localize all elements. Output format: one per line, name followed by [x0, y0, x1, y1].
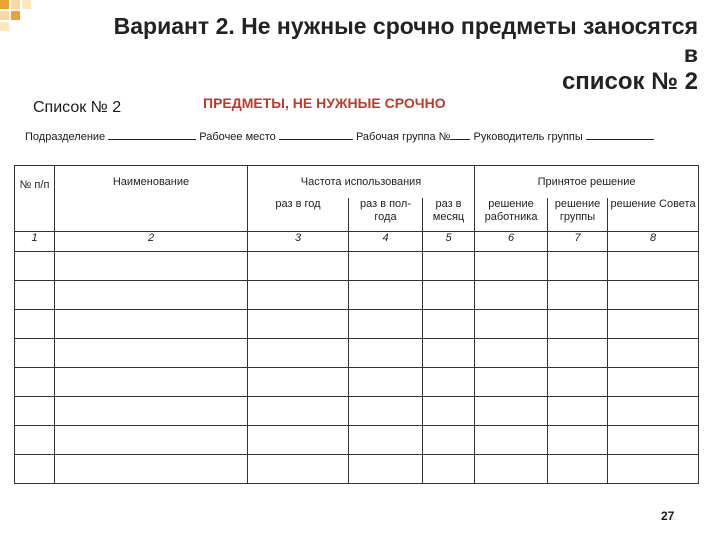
table-row — [15, 339, 699, 368]
table-row — [15, 368, 699, 397]
table-row — [15, 455, 699, 484]
subheader-yearly: раз в год — [248, 198, 349, 232]
table-cell[interactable] — [608, 426, 699, 455]
table-cell[interactable] — [423, 368, 475, 397]
table-cell[interactable] — [475, 426, 548, 455]
deco-square-4 — [22, 0, 31, 9]
column-numbers-row — [15, 232, 699, 252]
slide-title — [8, 12, 698, 96]
col-number: 8 — [608, 232, 699, 252]
table-cell[interactable] — [423, 455, 475, 484]
table-cell[interactable] — [349, 368, 423, 397]
table-cell[interactable] — [475, 281, 548, 310]
title-line-1: Вариант 2. Не нужные срочно предметы заносятся — [113, 13, 698, 39]
table-cell[interactable] — [423, 281, 475, 310]
table-cell[interactable] — [548, 368, 608, 397]
subdivision-label: Подразделение — [25, 131, 106, 143]
table-cell[interactable] — [548, 455, 608, 484]
table-cell[interactable] — [608, 397, 699, 426]
header-name: Наименование — [55, 166, 248, 232]
table-cell[interactable] — [248, 281, 349, 310]
table-cell[interactable] — [248, 397, 349, 426]
workgroup-label: Рабочая группа № — [355, 131, 451, 143]
table-cell[interactable] — [55, 397, 248, 426]
col-number: 4 — [349, 232, 423, 252]
table-row — [15, 310, 699, 339]
subheader-worker-decision: решение работника — [475, 198, 548, 232]
table-cell[interactable] — [15, 397, 55, 426]
table-cell[interactable] — [248, 252, 349, 281]
table-cell[interactable] — [248, 368, 349, 397]
col-number: 6 — [475, 232, 548, 252]
col-number: 2 — [55, 232, 248, 252]
title-line-2: в — [683, 41, 698, 67]
table-cell[interactable] — [15, 455, 55, 484]
table-row — [15, 252, 699, 281]
table-cell[interactable] — [248, 339, 349, 368]
table-cell[interactable] — [349, 397, 423, 426]
subheader-monthly: раз в месяц — [423, 198, 475, 232]
table-cell[interactable] — [608, 281, 699, 310]
table-cell[interactable] — [248, 310, 349, 339]
table-cell[interactable] — [475, 397, 548, 426]
table-cell[interactable] — [608, 339, 699, 368]
table-cell[interactable] — [55, 252, 248, 281]
table-cell[interactable] — [475, 368, 548, 397]
table-cell[interactable] — [55, 426, 248, 455]
table-cell[interactable] — [423, 339, 475, 368]
table-cell[interactable] — [548, 339, 608, 368]
table-cell[interactable] — [608, 310, 699, 339]
table-cell[interactable] — [349, 252, 423, 281]
table-cell[interactable] — [15, 339, 55, 368]
table-cell[interactable] — [15, 281, 55, 310]
table-cell[interactable] — [548, 310, 608, 339]
table-cell[interactable] — [349, 310, 423, 339]
header-frequency: Частота использования — [248, 166, 475, 198]
empty-rows — [15, 252, 699, 484]
subtitle: ПРЕДМЕТЫ, НЕ НУЖНЫЕ СРОЧНО — [203, 95, 446, 111]
group-leader-blank — [586, 129, 654, 140]
items-table — [14, 165, 699, 484]
table-cell[interactable] — [15, 426, 55, 455]
workplace-label: Рабочее место — [199, 131, 276, 143]
table-cell[interactable] — [55, 310, 248, 339]
table-cell[interactable] — [608, 368, 699, 397]
table-cell[interactable] — [349, 455, 423, 484]
table-cell[interactable] — [548, 252, 608, 281]
table-cell[interactable] — [475, 339, 548, 368]
table-cell[interactable] — [548, 397, 608, 426]
table-cell[interactable] — [548, 426, 608, 455]
form-fields-line — [25, 129, 654, 143]
table-cell[interactable] — [15, 252, 55, 281]
table-cell[interactable] — [55, 339, 248, 368]
table-cell[interactable] — [475, 310, 548, 339]
col-number: 1 — [15, 232, 55, 252]
header-row — [15, 166, 699, 198]
table-cell[interactable] — [608, 455, 699, 484]
table-row — [15, 397, 699, 426]
subheader-council-decision: решение Совета — [608, 198, 699, 232]
table-cell[interactable] — [15, 368, 55, 397]
table-row — [15, 281, 699, 310]
table-cell[interactable] — [15, 310, 55, 339]
col-number: 5 — [423, 232, 475, 252]
table-cell[interactable] — [349, 339, 423, 368]
list-label: Список № 2 — [33, 99, 122, 116]
table-cell[interactable] — [349, 426, 423, 455]
subheader-half-year: раз в пол-года — [349, 198, 423, 232]
header-decision: Принятое решение — [475, 166, 699, 198]
deco-square-2 — [11, 0, 20, 9]
table-cell[interactable] — [248, 426, 349, 455]
table-cell[interactable] — [423, 426, 475, 455]
table-cell[interactable] — [475, 455, 548, 484]
table-cell[interactable] — [423, 310, 475, 339]
col-number: 7 — [548, 232, 608, 252]
title-line-3: список № 2 — [561, 68, 698, 95]
subdivision-blank — [108, 129, 196, 140]
group-leader-label: Руководитель группы — [473, 131, 583, 143]
table-cell[interactable] — [55, 281, 248, 310]
col-number: 3 — [248, 232, 349, 252]
workplace-blank — [279, 129, 353, 140]
table-cell[interactable] — [248, 455, 349, 484]
table-cell[interactable] — [608, 252, 699, 281]
header-num: № п/п — [15, 166, 55, 232]
workgroup-blank — [450, 129, 470, 140]
table-cell[interactable] — [475, 252, 548, 281]
deco-square-1 — [0, 0, 9, 9]
subheader-group-decision: решение группы — [548, 198, 608, 232]
table-cell[interactable] — [55, 368, 248, 397]
table-cell[interactable] — [55, 455, 248, 484]
page-number: 27 — [661, 509, 675, 523]
table-cell[interactable] — [423, 397, 475, 426]
table-cell[interactable] — [548, 281, 608, 310]
table-cell[interactable] — [349, 281, 423, 310]
table-row — [15, 426, 699, 455]
table-cell[interactable] — [423, 252, 475, 281]
